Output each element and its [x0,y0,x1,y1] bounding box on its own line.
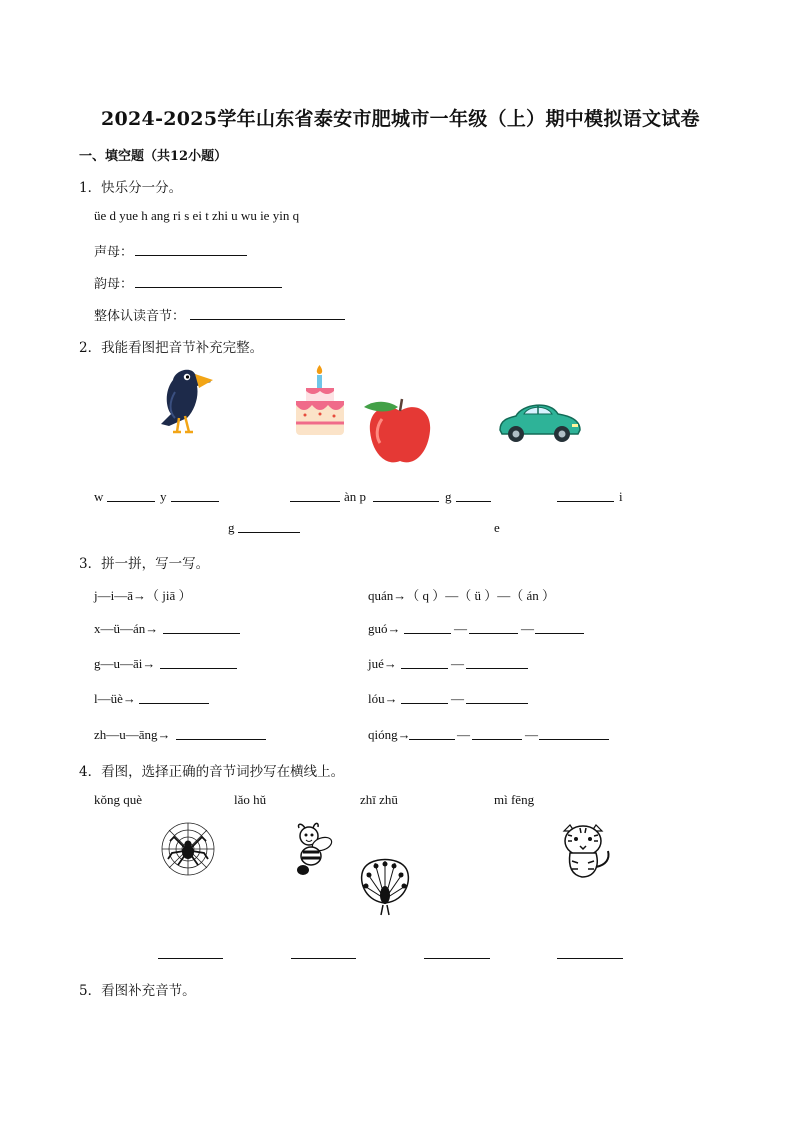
answer-line-tiger[interactable] [557,958,623,959]
bee-icon [289,822,337,878]
pinyin-left-2: x—ü—án→ [94,621,159,636]
page-title: 2024-2025学年山东省泰安市肥城市一年级（上）期中模拟语文试卷 [101,108,700,130]
pinyin-left-5: zh—u—āng→ [94,727,171,742]
answer-line-right-3a[interactable] [401,668,448,669]
peacock-icon [359,855,411,917]
car-icon [496,398,582,446]
syllable-g-2: g [228,520,235,535]
answer-line-apple-2[interactable] [456,501,491,502]
pinyin-right-5: qióng→ [368,727,411,742]
word-option-3: zhī zhū [360,792,398,807]
dash: — [521,621,534,636]
section-heading: 一、填空题（共12小题） [79,149,228,164]
syllable-i: i [619,489,623,504]
word-option-4: mì fēng [494,792,535,807]
pinyin-right-1: quán→（ q ）—（ ü ）—（ án ） [368,588,556,603]
crow-icon [155,362,217,440]
answer-line-right-2a[interactable] [404,633,451,634]
question-3-prompt: 3．拼一拼，写一写。 [79,556,210,572]
answer-line-right-3b[interactable] [466,668,528,669]
shengmu-label: 声母： [94,245,134,260]
syllable-an-p: àn p [344,489,367,504]
dash: — [457,727,470,742]
dash: — [454,621,467,636]
birthday-cake-icon [293,365,347,439]
answer-line-bee[interactable] [291,958,356,959]
answer-line-peacock[interactable] [424,958,490,959]
pinyin-left-4: l—üè→ [94,691,136,706]
answer-line-crow-2[interactable] [171,501,219,502]
syllable-e: e [494,520,500,535]
answer-line-right-5a[interactable] [409,739,455,740]
pinyin-right-4: lóu→ [368,691,398,706]
pinyin-left-3: g—u—āi→ [94,656,156,671]
answer-line-spider[interactable] [158,958,223,959]
pinyin-left-1: j—i—ā→（ jiā ） [94,588,192,603]
dash: — [451,656,464,671]
answer-line-car-1[interactable] [557,501,614,502]
answer-line-right-4b[interactable] [466,703,528,704]
dash: — [451,691,464,706]
apple-icon [362,397,438,467]
question-2-prompt: 2．我能看图把音节补充完整。 [79,340,264,356]
answer-line-left-2[interactable] [163,633,240,634]
answer-line-cake-1[interactable] [290,501,340,502]
word-option-2: lǎo hǔ [234,792,267,807]
answer-line-apple-1[interactable] [373,501,439,502]
answer-line-right-5b[interactable] [472,739,522,740]
zhengti-answer-line[interactable] [190,319,345,320]
syllable-w: w [94,489,104,504]
answer-line-right-5c[interactable] [539,739,609,740]
zhengti-label: 整体认读音节： [94,309,186,324]
syllable-y: y [160,489,167,504]
answer-line-right-2b[interactable] [469,633,518,634]
answer-line-left-4[interactable] [139,703,209,704]
question-1-letters: üe d yue h ang ri s ei t zhi u wu ie yin q [94,208,300,223]
question-1-prompt: 1．快乐分一分。 [79,180,183,196]
dash: — [525,727,538,742]
pinyin-right-3: jué→ [368,656,397,671]
yunmu-label: 韵母： [94,277,134,292]
answer-line-right-2c[interactable] [535,633,584,634]
answer-line-left-5[interactable] [176,739,266,740]
spider-icon [160,821,216,879]
answer-line-left-3[interactable] [160,668,237,669]
shengmu-answer-line[interactable] [135,255,247,256]
yunmu-answer-line[interactable] [135,287,282,288]
tiger-icon [558,823,612,879]
syllable-g-1: g [445,489,452,504]
answer-line-cake-2[interactable] [238,532,300,533]
answer-line-right-4a[interactable] [401,703,448,704]
word-option-1: kǒng què [94,792,143,807]
question-4-prompt: 4．看图，选择正确的音节词抄写在横线上。 [79,764,345,780]
pinyin-right-2: guó→ [368,621,401,636]
question-5-prompt: 5．看图补充音节。 [79,983,196,999]
answer-line-crow-1[interactable] [107,501,155,502]
